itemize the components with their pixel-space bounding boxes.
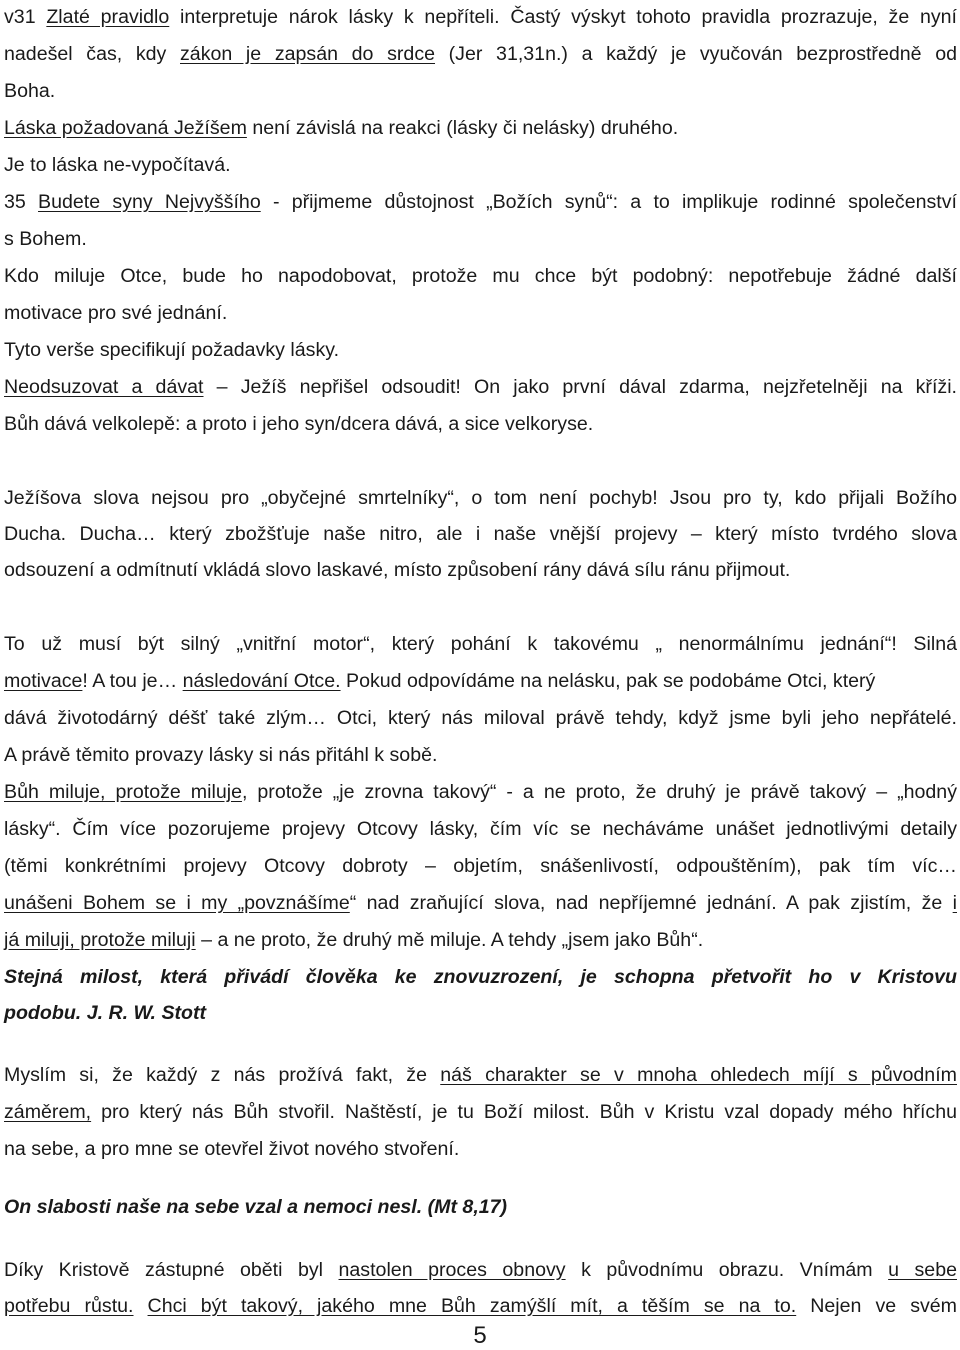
underlined-phrase: motivace <box>4 670 83 692</box>
text-span: Bůh dává velkolepě: a proto i jeho syn/dcera dává, a sice velkoryse. <box>4 413 594 435</box>
underlined-phrase: zákon je zapsán do srdce <box>180 43 436 65</box>
text-line <box>4 227 957 251</box>
underlined-phrase: nastolen proces obnovy <box>338 1259 566 1281</box>
text-span: A právě těmito provazy lásky si nás přitáhl k sobě. <box>4 744 438 766</box>
text-span: (těmi konkrétními projevy Otcovy dobroty – objetím, snášenlivostí, odpouštěním), pak tím víc… <box>4 855 957 877</box>
text-span: On slabosti naše na sebe vzal a nemoci nesl. (Mt 8,17) <box>4 1196 508 1218</box>
text-span <box>134 1295 148 1317</box>
text-line <box>4 190 957 214</box>
text-line <box>4 1063 957 1087</box>
text-line <box>4 153 957 177</box>
text-line <box>4 558 957 582</box>
text-line <box>4 264 957 288</box>
text-span: – a ne proto, že druhý mě miluje. A tehdy „jsem jako Bůh“. <box>195 929 704 951</box>
text-line <box>4 1001 957 1025</box>
text-span: pro který nás Bůh stvořil. Naštěstí, je tu Boží milost. Bůh v Kristu vzal dopady mého hříchu <box>91 1101 957 1123</box>
text-line <box>4 338 957 362</box>
text-span: – Ježíš nepřišel odsoudit! On jako první dával zdarma, nejzřetelněji na kříži. <box>203 376 957 398</box>
text-span: Pokud odpovídáme na nelásku, pak se podobáme Otci, který <box>340 670 876 692</box>
underlined-phrase: Budete syny Nejvyššího <box>38 191 261 213</box>
text-span: není závislá na reakci (lásky či nelásky) druhého. <box>246 117 679 139</box>
text-span: Ježíšova slova nejsou pro „obyčejné smrtelníky“, o tom není pochyb! Jsou pro ty, kdo přijali Božího <box>4 487 957 509</box>
underlined-phrase: já miluji, protože miluji <box>4 929 196 951</box>
text-line <box>4 79 957 103</box>
text-span: Kdo miluje Otce, bude ho napodobovat, protože mu chce být podobný: nepotřebuje žádné další <box>4 265 957 287</box>
text-span: 35 <box>4 191 39 213</box>
text-line <box>4 301 957 325</box>
text-span: Myslím si, že každý z nás prožívá fakt, že <box>4 1064 441 1086</box>
text-span: podobu. J. R. W. Stott <box>4 1002 207 1024</box>
underlined-phrase: u sebe <box>888 1259 957 1281</box>
text-span: (Jer 31,31n.) a každý je vyučován bezprostředně od <box>435 43 957 65</box>
text-span: Je to láska ne-vypočítavá. <box>4 154 231 176</box>
text-line <box>4 743 957 767</box>
text-line <box>4 486 957 510</box>
text-line <box>4 5 957 29</box>
text-span: nadešel čas, kdy <box>4 43 180 65</box>
text-span: interpretuje nárok lásky k nepříteli. Častý výskyt tohoto pravidla prozrazuje, že nyní <box>169 6 958 28</box>
text-span: - přijmeme důstojnost „Božích synů“: a to implikuje rodinné společenství <box>260 191 957 213</box>
text-line <box>4 1258 957 1282</box>
text-span: v31 <box>4 6 47 28</box>
text-line <box>4 1294 957 1318</box>
text-span: , protože „je zrovna takový“ - a ne proto, že druhý je právě takový – „hodný <box>241 781 957 803</box>
text-span: ! A tou je… <box>82 670 183 692</box>
underlined-phrase: náš charakter se v mnoha ohledech míjí s původním <box>440 1064 957 1086</box>
text-line <box>4 375 957 399</box>
underlined-phrase: Zlaté pravidlo <box>46 6 170 28</box>
text-span: Ducha. Ducha… který zbožšťuje naše nitro, ale i naše vnější projevy – který místo tvrdého slova <box>4 523 957 545</box>
text-span: motivace pro své jednání. <box>4 302 228 324</box>
text-line <box>4 412 957 436</box>
text-line <box>4 1137 957 1161</box>
text-span: dává životodárný déšť také zlým… Otci, který nás miloval právě tehdy, když jsme byli jeho nepřátelé. <box>4 707 957 729</box>
text-line <box>4 965 957 989</box>
text-span: Tyto verše specifikují požadavky lásky. <box>4 339 340 361</box>
text-line <box>4 1100 957 1124</box>
text-line <box>4 42 957 66</box>
page-number: 5 <box>473 1322 487 1349</box>
underlined-phrase: Láska požadovaná Ježíšem <box>4 117 247 139</box>
text-line <box>4 706 957 730</box>
text-line <box>4 928 957 952</box>
text-line <box>4 854 957 878</box>
underlined-phrase: Bůh miluje, protože miluje <box>4 781 242 803</box>
text-line <box>4 1195 957 1219</box>
underlined-phrase: i <box>952 892 957 914</box>
underlined-phrase: následování Otce. <box>182 670 341 692</box>
underlined-phrase: potřebu růstu. <box>4 1295 134 1317</box>
underlined-phrase: Chci být takový, jakého mne Bůh zamýšlí mít, a těším se na to. <box>147 1295 797 1317</box>
text-line <box>4 891 957 915</box>
underlined-phrase: záměrem, <box>4 1101 92 1123</box>
text-span: s Bohem. <box>4 228 87 250</box>
text-span: Nejen ve svém <box>796 1295 958 1317</box>
text-span: na sebe, a pro mne se otevřel život nového stvoření. <box>4 1138 460 1160</box>
text-line <box>4 817 957 841</box>
text-line <box>4 780 957 804</box>
text-line <box>4 669 957 693</box>
text-span: Stejná milost, která přivádí člověka ke znovuzrození, je schopna přetvořit ho v Kristovu <box>4 966 957 988</box>
text-span: odsouzení a odmítnutí vkládá slovo laskavé, místo způsobení rány dává sílu ránu přijmout. <box>4 559 791 581</box>
text-span: k původnímu obrazu. Vnímám <box>565 1259 889 1281</box>
text-span: “ nad zraňující slova, nad nepříjemné jednání. A pak zjistím, že <box>349 892 953 914</box>
text-span: Díky Kristově zástupné oběti byl <box>4 1259 339 1281</box>
underlined-phrase: Neodsuzovat a dávat <box>4 376 204 398</box>
text-span: Boha. <box>4 80 56 102</box>
text-line <box>4 522 957 546</box>
text-line <box>4 116 957 140</box>
text-line <box>4 632 957 656</box>
text-span: To už musí být silný „vnitřní motor“, který pohání k takovému „ nenormálnímu jednání“! Silná <box>4 633 957 655</box>
text-span: lásky“. Čím více pozorujeme projevy Otcovy lásky, čím víc se necháváme unášet jednotlivými detaily <box>4 818 957 840</box>
underlined-phrase: unášeni Bohem se i my „povznášíme <box>4 892 350 914</box>
